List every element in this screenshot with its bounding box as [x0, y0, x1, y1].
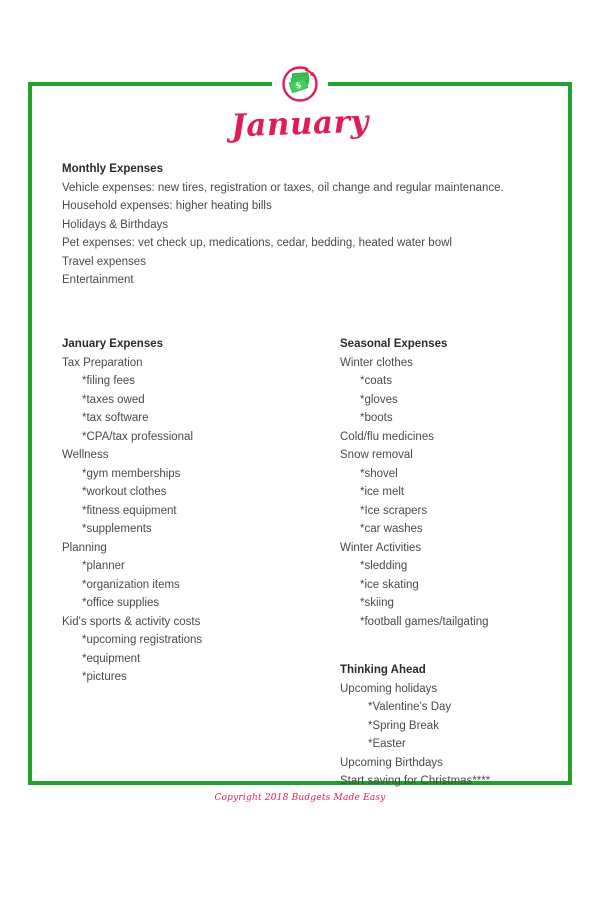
expense-sub-item: *office supplies — [82, 597, 160, 609]
expense-group-label: Planning — [62, 541, 107, 554]
expense-sub-item: *coats — [360, 375, 392, 387]
expense-sub-item: *boots — [360, 412, 393, 424]
expense-group-label: Upcoming holidays — [340, 682, 438, 695]
january-expenses-list — [62, 354, 332, 687]
expense-group-label: Kid's sports & activity costs — [62, 615, 201, 628]
expense-group-label: Start saving for Christmas**** — [340, 775, 491, 787]
expense-sub-item: *tax software — [82, 412, 149, 424]
expense-sub-item: *workout clothes — [82, 486, 167, 498]
expense-sub-item: *supplements — [82, 523, 152, 535]
expense-group-label: Upcoming Birthdays — [340, 756, 443, 769]
expense-sub-item: *pictures — [82, 671, 127, 683]
thinking-ahead-heading: Thinking Ahead — [340, 664, 426, 676]
expense-sub-item: *filing fees — [82, 375, 136, 387]
right-column — [340, 335, 560, 791]
expense-sub-item: *equipment — [82, 652, 141, 665]
monthly-expense-item: Household expenses: higher heating bills — [62, 200, 272, 212]
svg-text:$: $ — [294, 80, 303, 92]
expense-sub-item: *gym memberships — [82, 467, 181, 480]
expense-sub-item: *taxes owed — [82, 393, 145, 406]
expense-sub-item: *Ice scrapers — [360, 504, 428, 517]
monthly-expense-item: Pet expenses: vet check up, medications, cedar, bedding, heated water bowl — [62, 237, 452, 249]
month-title: January — [230, 103, 370, 145]
january-expenses-section — [62, 335, 332, 687]
thinking-ahead-list — [340, 680, 560, 791]
expense-sub-item: *Easter — [368, 738, 406, 750]
monthly-expenses-heading: Monthly Expenses — [62, 163, 163, 175]
seasonal-expenses-list — [340, 354, 560, 632]
expense-sub-item: *planner — [82, 560, 125, 572]
footer-copyright: Copyright 2018 Budgets Made Easy — [214, 793, 386, 803]
monthly-expenses-list — [62, 179, 562, 290]
expense-sub-item: *fitness equipment — [82, 504, 177, 517]
seasonal-expenses-heading: Seasonal Expenses — [340, 338, 448, 350]
expense-group-label: Tax Preparation — [62, 356, 143, 369]
monthly-expense-item: Vehicle expenses: new tires, registration or taxes, oil change and regular maintenance. — [62, 181, 504, 194]
thinking-ahead-section — [340, 661, 560, 791]
expense-sub-item: *gloves — [360, 393, 398, 406]
monthly-expense-item: Travel expenses — [62, 255, 146, 268]
expense-group-label: Cold/flu medicines — [340, 430, 434, 443]
seasonal-expenses-section — [340, 335, 560, 631]
expense-group-label: Wellness — [62, 449, 109, 461]
expense-group-label: Winter Activities — [340, 541, 422, 554]
expense-sub-item: *Spring Break — [368, 719, 439, 732]
expense-sub-item: *ice skating — [360, 578, 419, 591]
expense-sub-item: *upcoming registrations — [82, 634, 203, 646]
monthly-expense-item: Entertainment — [62, 274, 134, 286]
expense-group-label: Snow removal — [340, 449, 413, 461]
expense-sub-item: *Valentine's Day — [368, 701, 452, 713]
expense-sub-item: *CPA/tax professional — [82, 430, 194, 443]
expense-sub-item: *skiing — [360, 597, 394, 609]
budgets-made-easy-money-logo — [278, 62, 322, 106]
expense-sub-item: *organization items — [82, 578, 180, 591]
expense-sub-item: *shovel — [360, 467, 398, 480]
expense-sub-item: *ice melt — [360, 486, 405, 498]
expense-sub-item: *football games/tailgating — [360, 615, 489, 628]
monthly-expense-item: Holidays & Birthdays — [62, 218, 169, 231]
monthly-expenses-section — [62, 160, 562, 290]
january-expenses-heading: January Expenses — [62, 338, 164, 350]
expense-sub-item: *car washes — [360, 523, 423, 535]
expense-sub-item: *sledding — [360, 560, 408, 572]
expense-group-label: Winter clothes — [340, 356, 413, 369]
